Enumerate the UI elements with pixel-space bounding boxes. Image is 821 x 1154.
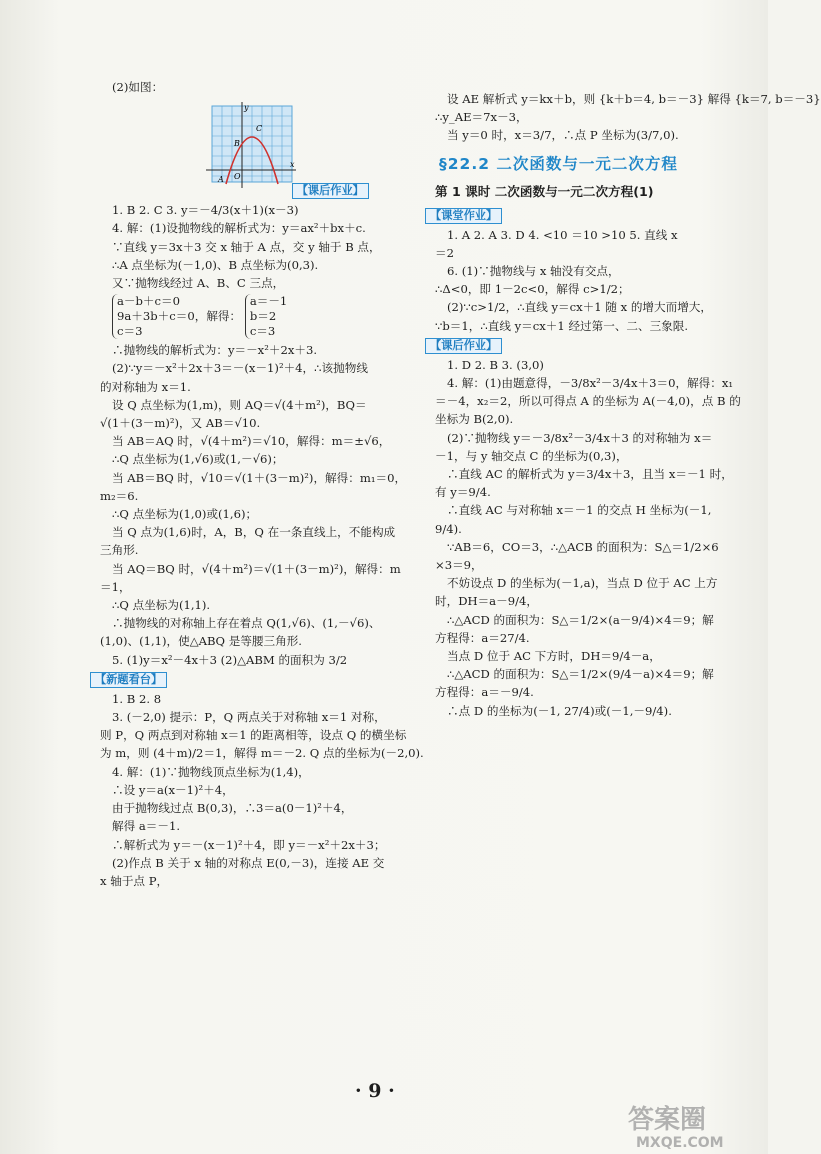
section-title-homework: 【课后作业】: [292, 183, 369, 199]
answer-line: (2)∵抛物线 y＝－3/8x²－3/4x＋3 的对称轴为 x＝: [447, 430, 713, 445]
page-number: · 9 ·: [355, 1080, 395, 1102]
answer-line: 三角形.: [100, 543, 139, 558]
answer-line: 1. B 2. C 3. y＝－4/3(x＋1)(x－3): [112, 203, 299, 218]
answer-line: 又∵抛物线经过 A、B、C 三点，: [112, 276, 285, 291]
answer-line: (2)作点 B 关于 x 轴的对称点 E(0,－3)，连接 AE 交: [112, 855, 385, 870]
answer-line: ∴Q 点坐标为(1,1).: [112, 598, 211, 613]
answer-line: ∵直线 y＝3x＋3 交 x 轴于 A 点，交 y 轴于 B 点，: [112, 239, 381, 254]
answer-line: ∴y_AE＝7x－3，: [435, 110, 528, 125]
answer-line: ∵b＝1，∴直线 y＝cx＋1 经过第一、二、三象限.: [435, 318, 689, 333]
watermark-logo: [608, 1098, 758, 1150]
answer-line: m₂＝6.: [100, 488, 139, 503]
answer-line: 时，DH＝a－9/4，: [435, 594, 538, 609]
answer-line: 解得 a＝－1.: [112, 819, 181, 834]
x-axis-label: x: [290, 160, 295, 170]
answer-line: 设 Q 点坐标为(1,m)，则 AQ＝√(4＋m²)，BQ＝: [112, 397, 367, 412]
section-title-classwork: 【课堂作业】: [425, 208, 502, 224]
answer-line: 则 P，Q 两点到对称轴 x＝1 的距离相等，设点 Q 的横坐标: [100, 728, 407, 743]
origin-label: O: [234, 172, 241, 182]
answer-line: ＝1，: [100, 579, 131, 594]
answer-line: ∴△ACD 的面积为：S△＝1/2×(9/4－a)×4＝9；解: [447, 667, 714, 682]
watermark-url: MXQE.COM: [636, 1135, 724, 1151]
answer-line: 当 Q 点为(1,6)时，A，B，Q 在一条直线上，不能构成: [112, 525, 396, 540]
answer-line: 3. (－2,0) 提示：P，Q 两点关于对称轴 x＝1 对称，: [112, 710, 386, 725]
section-title-homework-2: 【课后作业】: [425, 338, 502, 354]
answer-line: (1,0)、(1,1)，使△ABQ 是等腰三角形.: [100, 634, 302, 649]
answer-line: 1. B 2. 8: [112, 691, 162, 706]
answer-line: ＝2: [435, 245, 454, 260]
answer-line: ∴Q 点坐标为(1,0)或(1,6)；: [112, 507, 258, 522]
answer-line: ∵AB＝6，CO＝3，∴△ACB 的面积为：S△＝1/2×6: [447, 539, 719, 554]
equation-system: [100, 294, 400, 339]
answer-line: √(1＋(3－m)²)，又 AB＝√10.: [100, 416, 261, 431]
answer-line: 9/4).: [435, 521, 462, 536]
point-a-label: A: [218, 175, 224, 185]
answer-line: x 轴于点 P，: [100, 873, 169, 888]
answer-line: (2)∵y＝－x²＋2x＋3＝－(x－1)²＋4，∴该抛物线: [112, 361, 368, 376]
answer-line: ∴解析式为 y＝－(x－1)²＋4，即 y＝－x²＋2x＋3；: [112, 837, 386, 852]
answer-line: 设 AE 解析式 y＝kx＋b，则 {k＋b＝4, b＝－3} 解得 {k＝7, b＝－3}: [447, 92, 821, 106]
system-right: a＝－1 b＝2 c＝3: [245, 294, 287, 339]
answer-line: 4. 解：(1)∵抛物线顶点坐标为(1,4)，: [112, 764, 310, 779]
section-title-new-problems: 【新题看台】: [90, 672, 167, 688]
answer-line: 为 m，则 (4＋m)/2＝1，解得 m＝－2. Q 点的坐标为(－2,0).: [100, 746, 424, 761]
answer-line: 方程得：a＝－9/4.: [435, 685, 534, 700]
answer-line: ∴直线 AC 与对称轴 x＝－1 的交点 H 坐标为(－1,: [447, 503, 712, 518]
answer-line: ∴抛物线的对称轴上存在着点 Q(1,√6)、(1,－√6)、: [112, 616, 381, 631]
answer-line: ＝－4，x₂＝2，所以可得点 A 的坐标为 A(－4,0)，点 B 的: [435, 394, 741, 409]
y-axis-label: y: [244, 103, 249, 113]
watermark-text: 答案圈: [628, 1105, 707, 1135]
answer-line: ∴直线 AC 的解析式为 y＝3/4x＋3，且当 x＝－1 时，: [447, 467, 733, 482]
answer-line: 坐标为 B(2,0).: [435, 412, 514, 427]
answer-line: －1，与 y 轴交点 C 的坐标为(0,3)，: [435, 448, 628, 463]
intro-text: (2)如图：: [112, 80, 164, 94]
answer-line: 方程得：a＝27/4.: [435, 630, 530, 645]
answer-line: 1. A 2. A 3. D 4. <10 ＝10 >10 5. 直线 x: [447, 227, 678, 242]
parabola-graph: [206, 102, 298, 188]
answer-line: ∴△ACD 的面积为：S△＝1/2×(a－9/4)×4＝9；解: [447, 612, 714, 627]
left-column: [95, 78, 424, 890]
section-heading: §22.2 二次函数与一元二次方程: [439, 154, 678, 173]
answer-line: 5. (1)y＝x²－4x＋3 (2)△ABM 的面积为 3/2: [112, 652, 348, 667]
answer-line: 1. D 2. B 3. (3,0): [447, 357, 544, 372]
answer-line: 6. (1)∵抛物线与 x 轴没有交点，: [447, 264, 620, 279]
answer-line: 不妨设点 D 的坐标为(－1,a)，当点 D 位于 AC 上方: [447, 576, 718, 591]
answer-line: 当点 D 位于 AC 下方时，DH＝9/4－a，: [447, 649, 661, 664]
answer-line: 的对称轴为 x＝1.: [100, 379, 191, 394]
answer-line: ∴Δ<0，即 1－2c<0，解得 c>1/2；: [435, 282, 630, 297]
answer-line: 当 AQ＝BQ 时，√(4＋m²)＝√(1＋(3－m)²)，解得：m: [112, 561, 401, 576]
answer-line: 当 y＝0 时，x＝3/7，∴点 P 坐标为(3/7,0).: [447, 128, 679, 143]
answer-line: 有 y＝9/4.: [435, 485, 491, 500]
point-c-label: C: [256, 124, 263, 134]
system-left: a－b＋c＝0 9a＋3b＋c＝0，解得： c＝3: [112, 294, 241, 339]
answer-line: 当 AB＝AQ 时，√(4＋m²)＝√10，解得：m＝±√6，: [112, 434, 391, 449]
lesson-title: 第 1 课时 二次函数与一元二次方程(1): [435, 183, 654, 199]
answer-line: 当 AB＝BQ 时，√10＝√(1＋(3－m)²)，解得：m₁＝0，: [112, 470, 407, 485]
answer-line: 由于抛物线过点 B(0,3)，∴3＝a(0－1)²＋4，: [112, 801, 353, 816]
answer-line: ∴抛物线的解析式为：y＝－x²＋2x＋3.: [112, 343, 318, 358]
answer-line: ∴设 y＝a(x－1)²＋4，: [112, 782, 234, 797]
answer-line: ∴Q 点坐标为(1,√6)或(1,－√6)；: [112, 452, 284, 467]
answer-line: ×3＝9，: [435, 558, 483, 573]
answer-line: ∴点 D 的坐标为(－1, 27/4)或(－1,－9/4).: [447, 703, 672, 718]
right-column: [430, 90, 821, 720]
answer-line: (2)∵c>1/2，∴直线 y＝cx＋1 随 x 的增大而增大，: [447, 300, 712, 315]
point-b-label: B: [234, 139, 240, 149]
answer-line: 4. 解：(1)设抛物线的解析式为：y＝ax²＋bx＋c.: [112, 221, 366, 236]
answer-line: 4. 解：(1)由题意得，－3/8x²－3/4x＋3＝0，解得：x₁: [447, 376, 734, 391]
answer-line: ∴A 点坐标为(－1,0)、B 点坐标为(0,3).: [112, 257, 319, 272]
